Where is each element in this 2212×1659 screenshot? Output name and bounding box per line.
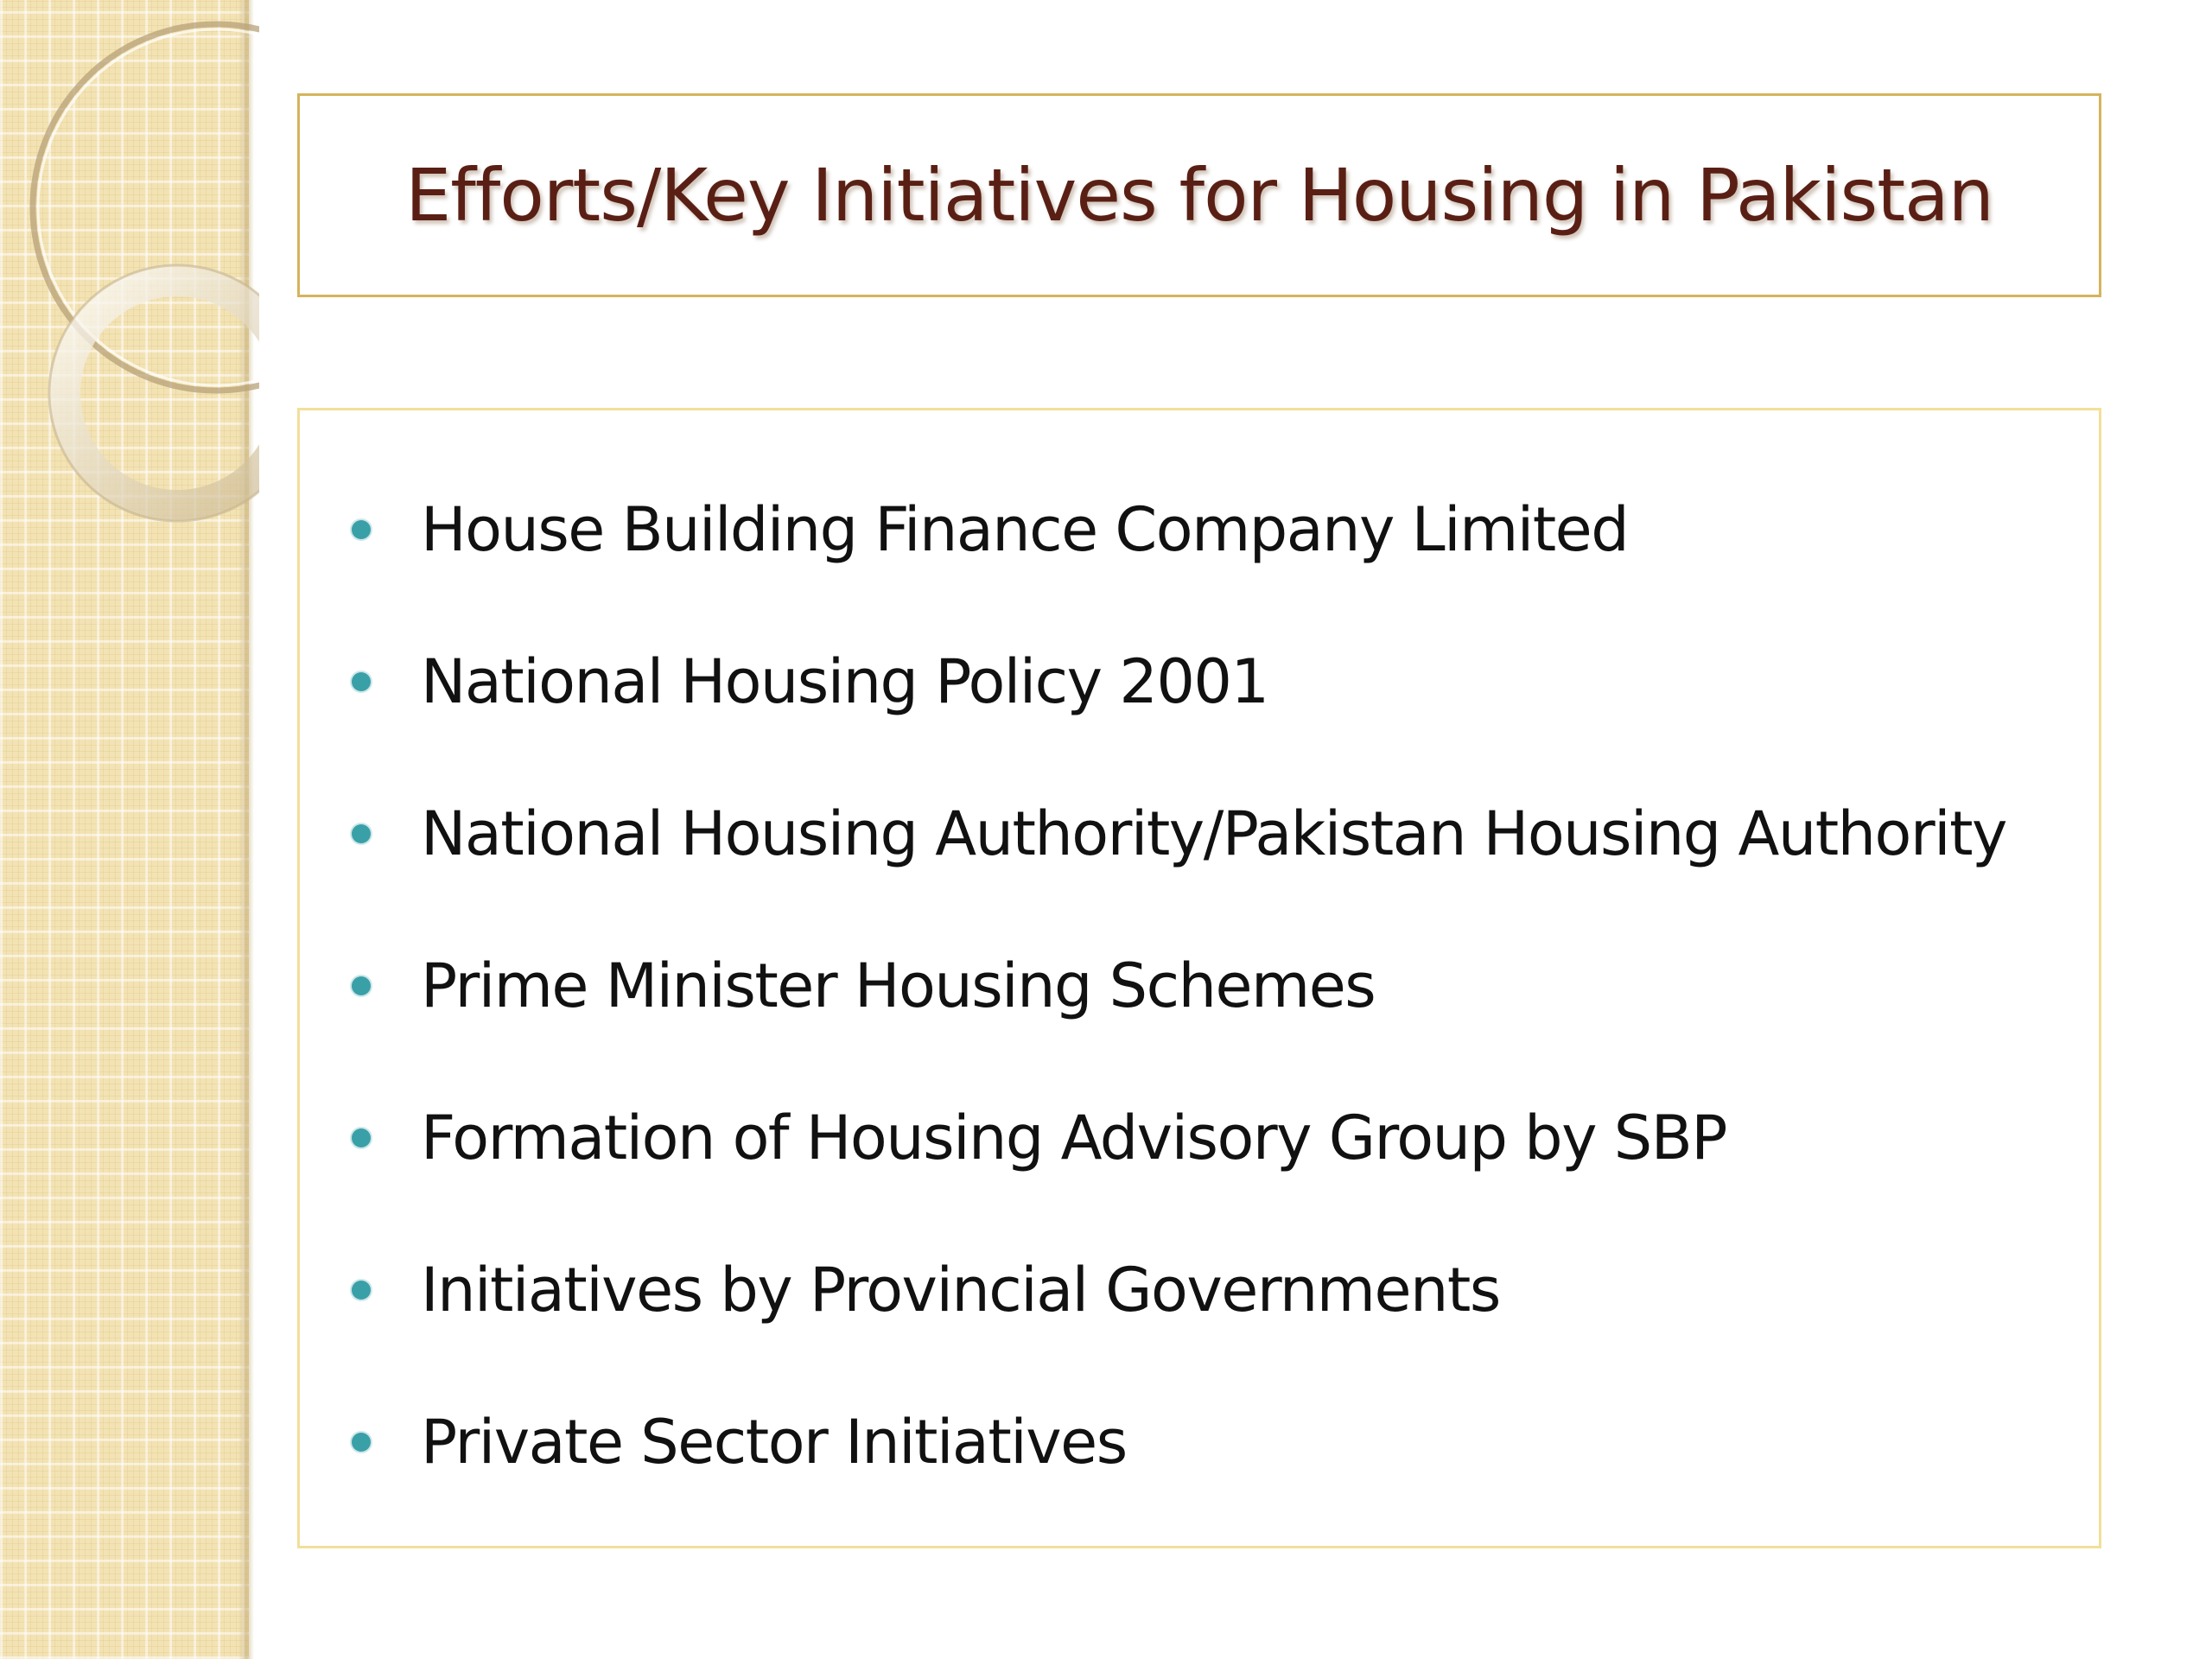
bullet-dot-icon — [352, 976, 371, 995]
list-item — [300, 1214, 2099, 1366]
list-item — [300, 1062, 2099, 1214]
decorative-rings-icon — [0, 0, 259, 553]
list-item-text: House Building Finance Company Limited — [421, 494, 1629, 565]
slide-title: Efforts/Key Initiatives for Housing in Pakistan — [405, 153, 1993, 238]
bullet-list — [300, 454, 2099, 1518]
list-item — [300, 454, 2099, 606]
list-item — [300, 1366, 2099, 1518]
list-item — [300, 758, 2099, 910]
bullet-dot-icon — [352, 520, 371, 539]
bullet-dot-icon — [352, 1433, 371, 1452]
list-item-text: Initiatives by Provincial Governments — [421, 1255, 1500, 1325]
bullet-dot-icon — [352, 1128, 371, 1147]
list-item-text: Private Sector Initiatives — [421, 1407, 1127, 1478]
list-item-text: Formation of Housing Advisory Group by SBP — [421, 1103, 1726, 1173]
bullet-dot-icon — [352, 1281, 371, 1300]
content-box — [297, 408, 2101, 1548]
bullet-dot-icon — [352, 672, 371, 691]
list-item-text: National Housing Authority/Pakistan Housing Authority — [421, 798, 2006, 869]
list-item — [300, 606, 2099, 758]
list-item-text: Prime Minister Housing Schemes — [421, 950, 1376, 1021]
list-item — [300, 910, 2099, 1062]
title-box — [297, 93, 2101, 297]
small-ring — [65, 281, 259, 505]
list-item-text: National Housing Policy 2001 — [421, 646, 1268, 717]
bullet-dot-icon — [352, 824, 371, 843]
